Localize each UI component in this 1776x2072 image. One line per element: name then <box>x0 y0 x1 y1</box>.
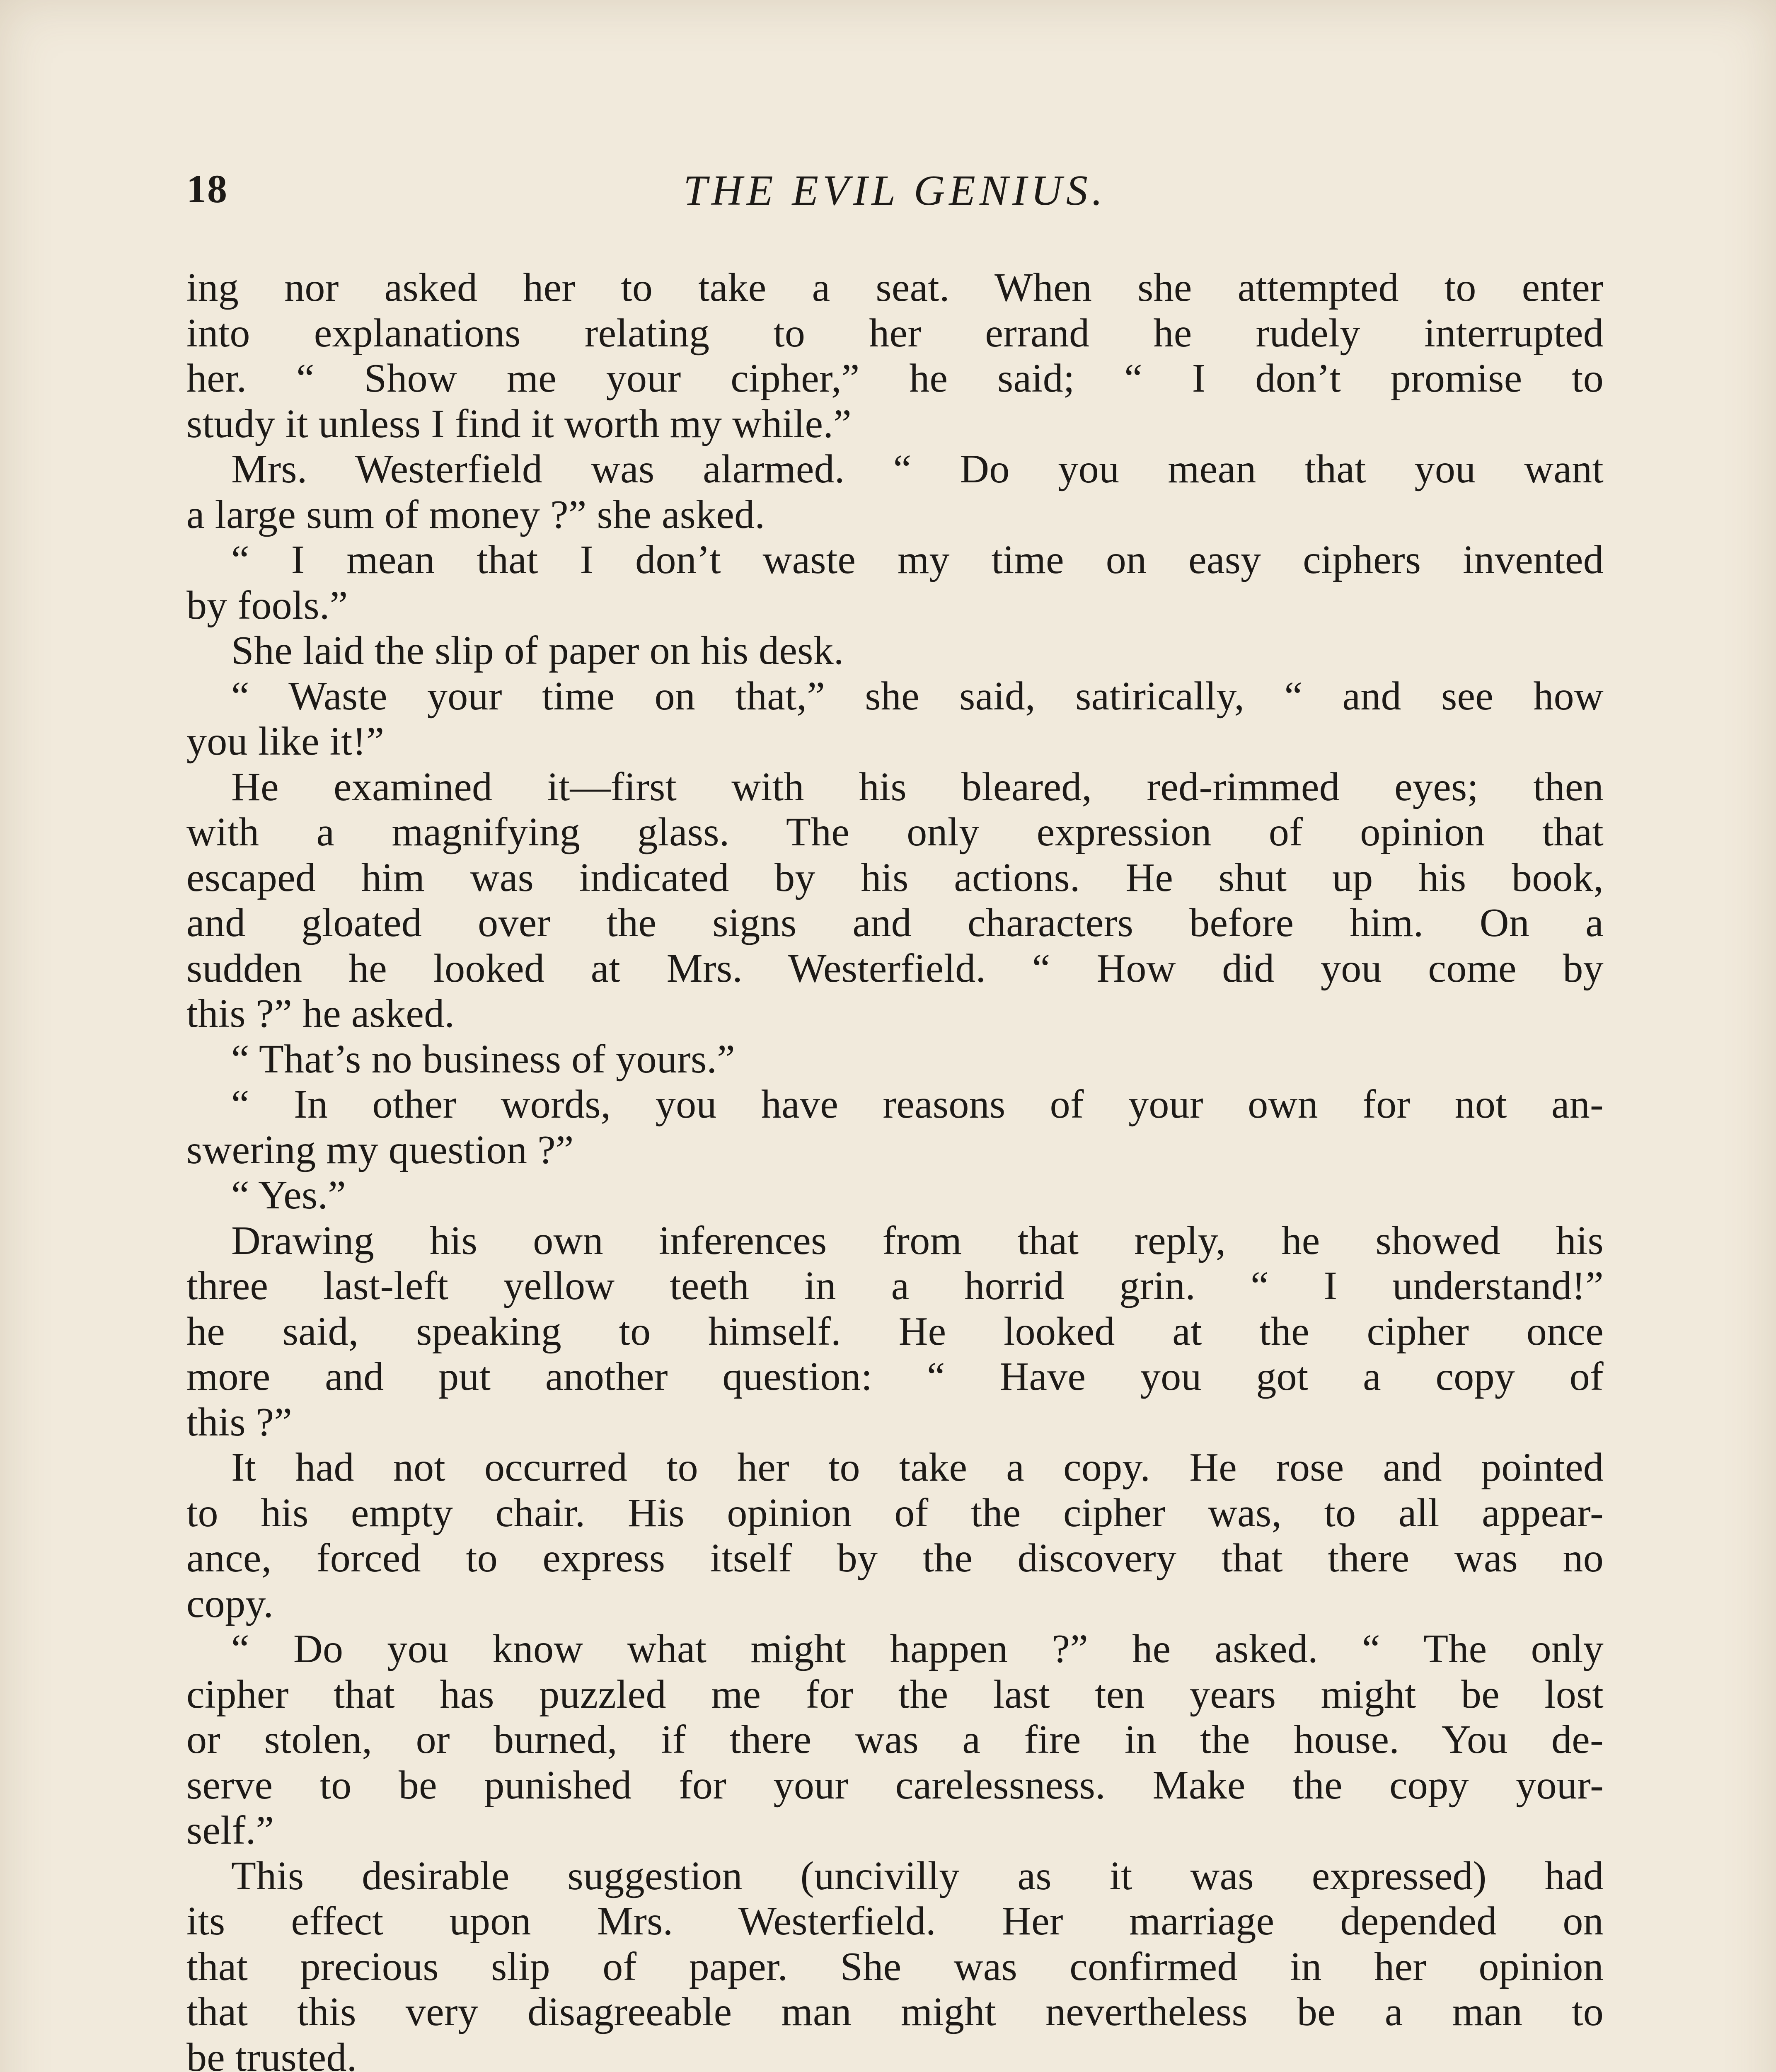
text-line: swering my question ?” <box>186 1127 574 1172</box>
text-line: escaped him was indicated by his actions. He shut up his book, <box>186 855 1604 900</box>
text-line: She laid the slip of paper on his desk. <box>231 628 844 673</box>
text-line: study it unless I find it worth my while.” <box>186 401 852 446</box>
text-line: cipher that has puzzled me for the last ten years might be lost <box>186 1672 1604 1717</box>
text-line: “ In other words, you have reasons of your own for not an- <box>231 1082 1604 1127</box>
text-line: you like it!” <box>186 719 385 764</box>
text-line: that this very disagreeable man might nevertheless be a man to <box>186 1990 1604 2034</box>
text-line: three last-left yellow teeth in a horrid grin. “ I understand!” <box>186 1264 1604 1308</box>
text-line: this ?” <box>186 1399 293 1445</box>
text-line: to his empty chair. His opinion of the cipher was, to all appear- <box>186 1490 1604 1535</box>
body-text <box>186 265 1604 2072</box>
text-line: ing nor asked her to take a seat. When she attempted to enter <box>186 265 1604 310</box>
text-line: serve to be punished for your carelessness. Make the copy your- <box>186 1762 1604 1808</box>
text-line: “ Waste your time on that,” she said, satirically, “ and see how <box>231 673 1604 719</box>
text-line: a large sum of money ?” she asked. <box>186 492 765 537</box>
text-line: He examined it—first with his bleared, red-rimmed eyes; then <box>231 764 1604 809</box>
text-line: self.” <box>186 1808 274 1853</box>
text-line: her. “ Show me your cipher,” he said; “ I don’t promise to <box>186 356 1604 401</box>
text-line: “ Yes.” <box>231 1173 346 1218</box>
text-line: copy. <box>186 1581 274 1626</box>
text-line: and gloated over the signs and characters before him. On a <box>186 900 1604 945</box>
running-head <box>186 166 1604 228</box>
text-line: “ That’s no business of yours.” <box>231 1036 736 1082</box>
text-line: be trusted. <box>186 2035 357 2072</box>
text-line: This desirable suggestion (uncivilly as it was expressed) had <box>231 1853 1604 1898</box>
text-line: or stolen, or burned, if there was a fire in the house. You de- <box>186 1717 1604 1762</box>
page-number: 18 <box>186 167 228 211</box>
running-title: THE EVIL GENIUS. <box>683 167 1107 214</box>
text-line: ance, forced to express itself by the discovery that there was no <box>186 1536 1604 1581</box>
text-line: by fools.” <box>186 583 348 628</box>
text-line: Drawing his own inferences from that reply, he showed his <box>231 1218 1604 1263</box>
text-line: with a magnifying glass. The only expression of opinion that <box>186 810 1604 854</box>
text-line: this ?” he asked. <box>186 991 455 1036</box>
text-line: “ I mean that I don’t waste my time on easy ciphers invented <box>231 537 1604 582</box>
text-line: sudden he looked at Mrs. Westerfield. “ How did you come by <box>186 946 1604 991</box>
text-line: into explanations relating to her errand he rudely interrupted <box>186 310 1604 356</box>
text-line: that precious slip of paper. She was confirmed in her opinion <box>186 1944 1604 1989</box>
text-line: its effect upon Mrs. Westerfield. Her marriage depended on <box>186 1899 1604 1944</box>
text-line: he said, speaking to himself. He looked at the cipher once <box>186 1309 1604 1354</box>
text-line: “ Do you know what might happen ?” he asked. “ The only <box>231 1627 1604 1671</box>
text-line: more and put another question: “ Have you got a copy of <box>186 1354 1604 1399</box>
text-line: It had not occurred to her to take a copy. He rose and pointed <box>231 1445 1604 1490</box>
text-line: Mrs. Westerfield was alarmed. “ Do you mean that you want <box>231 447 1604 491</box>
